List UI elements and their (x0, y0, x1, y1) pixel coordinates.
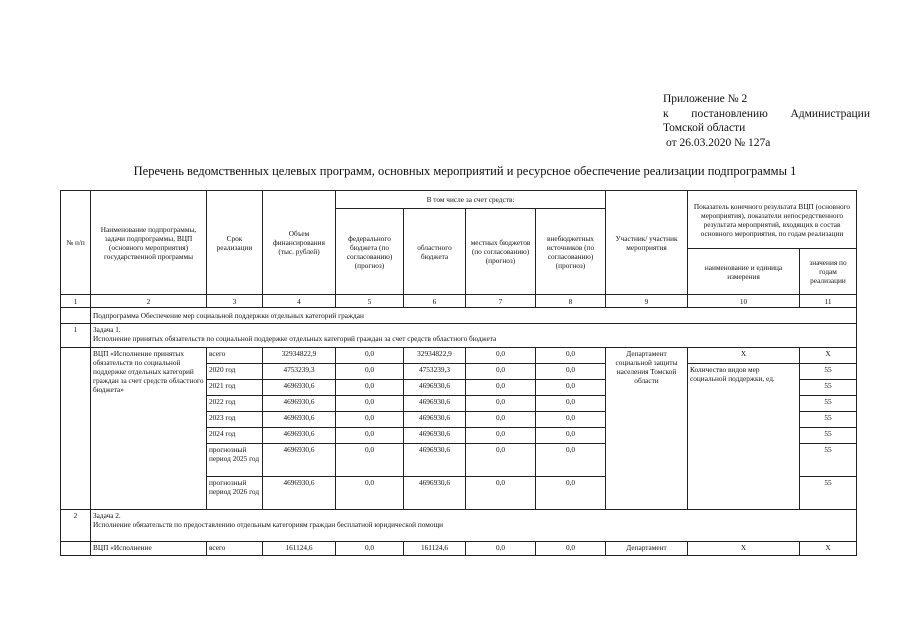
col-number: 9 (606, 295, 688, 308)
col-number: 3 (207, 295, 263, 308)
header-regional: областного бюджета (404, 209, 466, 295)
vcp1-row-total (61, 348, 857, 364)
appendix-region: Томской области (663, 122, 746, 134)
local: 0,0 (466, 444, 536, 477)
appendix-decree-line (663, 107, 870, 122)
value: 55 (800, 428, 857, 444)
vcp1-name: ВЦП «Исполнение принятых обязательств по социальной поддержке отдельных категорий граждан за счет средств областного бюджета» (91, 348, 207, 510)
value: 55 (800, 412, 857, 428)
header-extra: внебюджетных источников (по согласованию) (прогноз) (536, 209, 606, 295)
appendix-word-administration: Администрации (790, 107, 870, 120)
federal: 0,0 (336, 412, 404, 428)
document-title: Перечень ведомственных целевых программ, основных мероприятий и ресурсное обеспечение реализации подпрограммы 1 (133, 164, 797, 178)
local: 0,0 (466, 348, 536, 364)
term: прогнозный период 2026 год (207, 477, 263, 510)
extra: 0,0 (536, 380, 606, 396)
task2-title: Задача 2. (93, 511, 121, 520)
appendix-date: от 26.03.2020 № 127а (666, 136, 771, 149)
value: 55 (800, 380, 857, 396)
vcp2-name: ВЦП «Исполнение (91, 542, 207, 556)
local: 0,0 (466, 396, 536, 412)
col-number: 10 (688, 295, 800, 308)
header-num: № п/п (61, 191, 91, 295)
regional: 4696930,6 (404, 412, 466, 428)
value: Х (800, 542, 857, 556)
extra: 0,0 (536, 364, 606, 380)
value: Х (800, 348, 857, 364)
value: 55 (800, 444, 857, 477)
local: 0,0 (466, 380, 536, 396)
task2-text: Исполнение обязательств по предоставлению отдельным категориям граждан бесплатной юридической помощи (93, 520, 444, 529)
vcp1-num-cell (61, 348, 91, 510)
col-number: 8 (536, 295, 606, 308)
appendix-word-decree: постановлению (691, 107, 768, 120)
term: 2020 год (207, 364, 263, 380)
federal: 0,0 (336, 364, 404, 380)
appendix-title: Приложение № 2 (663, 93, 748, 105)
local: 0,0 (466, 477, 536, 510)
indicator-total-mark: Х (688, 348, 800, 364)
col-number: 11 (800, 295, 857, 308)
header-volume: Объем финансирования (тыс. рублей) (263, 191, 336, 295)
term: всего (207, 542, 263, 556)
term: 2022 год (207, 396, 263, 412)
term: всего (207, 348, 263, 364)
appendix-word-k: к (663, 107, 669, 120)
extra: 0,0 (536, 477, 606, 510)
task2-cell (91, 510, 857, 542)
vcp2-row-total (61, 542, 857, 556)
col-number: 4 (263, 295, 336, 308)
regional: 161124,6 (404, 542, 466, 556)
volume: 4696930,6 (263, 380, 336, 396)
value: 55 (800, 396, 857, 412)
local: 0,0 (466, 364, 536, 380)
extra: 0,0 (536, 444, 606, 477)
header-including: В том числе за счет средств: (336, 191, 606, 209)
header-local: местных бюджетов (по согласованию) (прогноз) (466, 209, 536, 295)
subprogram-num-cell (61, 308, 91, 324)
term: 2023 год (207, 412, 263, 428)
task1-num: 1 (61, 324, 91, 348)
regional: 4753239,3 (404, 364, 466, 380)
federal: 0,0 (336, 348, 404, 364)
regional: 4696930,6 (404, 477, 466, 510)
appendix-block (663, 92, 870, 150)
regional: 4696930,6 (404, 428, 466, 444)
federal: 0,0 (336, 444, 404, 477)
header-participant: Участник/ участник мероприятия (606, 191, 688, 295)
task2-num: 2 (61, 510, 91, 542)
col-number: 6 (404, 295, 466, 308)
term: 2024 год (207, 428, 263, 444)
task2-row (61, 510, 857, 542)
header-term: Срок реализации (207, 191, 263, 295)
vcp1-indicator: Количество видов мер социальной поддержки, ед. (688, 364, 800, 510)
federal: 0,0 (336, 542, 404, 556)
term: прогнозный период 2025 год (207, 444, 263, 477)
value: 55 (800, 477, 857, 510)
local: 0,0 (466, 412, 536, 428)
vcp2-num-cell (61, 542, 91, 556)
col-number: 5 (336, 295, 404, 308)
volume: 4696930,6 (263, 412, 336, 428)
header-row-1 (61, 191, 857, 209)
program-table (60, 190, 857, 556)
subprogram-row (61, 308, 857, 324)
volume: 4696930,6 (263, 428, 336, 444)
header-name: Наименование подпрограммы, задачи подпрограммы, ВЦП (основного мероприятия) государственной программы (91, 191, 207, 295)
task1-cell (91, 324, 857, 348)
col-number: 2 (91, 295, 207, 308)
subprogram-title: Подпрограмма Обеспечение мер социальной поддержки отдельных категорий граждан (91, 308, 857, 324)
local: 0,0 (466, 542, 536, 556)
vcp1-participant: Департамент социальной защиты населения Томской области (606, 348, 688, 510)
regional: 4696930,6 (404, 380, 466, 396)
federal: 0,0 (336, 477, 404, 510)
federal: 0,0 (336, 380, 404, 396)
federal: 0,0 (336, 428, 404, 444)
task1-title: Задача 1. (93, 325, 121, 334)
local: 0,0 (466, 428, 536, 444)
vcp2-participant: Департамент (606, 542, 688, 556)
regional: 32934822,9 (404, 348, 466, 364)
header-indicator-name: наименование и единица измерения (688, 249, 800, 295)
federal: 0,0 (336, 396, 404, 412)
volume: 4696930,6 (263, 477, 336, 510)
volume: 32934822,9 (263, 348, 336, 364)
vcp2-indicator-mark: Х (688, 542, 800, 556)
extra: 0,0 (536, 412, 606, 428)
extra: 0,0 (536, 348, 606, 364)
volume: 4696930,6 (263, 396, 336, 412)
col-number: 1 (61, 295, 91, 308)
column-numbers-row (61, 295, 857, 308)
col-number: 7 (466, 295, 536, 308)
value: 55 (800, 364, 857, 380)
extra: 0,0 (536, 396, 606, 412)
task1-row (61, 324, 857, 348)
volume: 161124,6 (263, 542, 336, 556)
term: 2021 год (207, 380, 263, 396)
header-indicator-values: значения по годам реализации (800, 249, 857, 295)
header-indicator: Показатель конечного результата ВЦП (основного мероприятия), показатели непосредственного результата мероприятий, входящих в состав основного мероприятия, по годам реализации (688, 191, 857, 249)
task1-text: Исполнение принятых обязательств по социальной поддержке отдельных категорий граждан за счет средств областного бюджета (93, 334, 497, 343)
volume: 4753239,3 (263, 364, 336, 380)
extra: 0,0 (536, 428, 606, 444)
regional: 4696930,6 (404, 396, 466, 412)
regional: 4696930,6 (404, 444, 466, 477)
extra: 0,0 (536, 542, 606, 556)
header-federal: федерального бюджета (по согласованию) (прогноз) (336, 209, 404, 295)
volume: 4696930,6 (263, 444, 336, 477)
